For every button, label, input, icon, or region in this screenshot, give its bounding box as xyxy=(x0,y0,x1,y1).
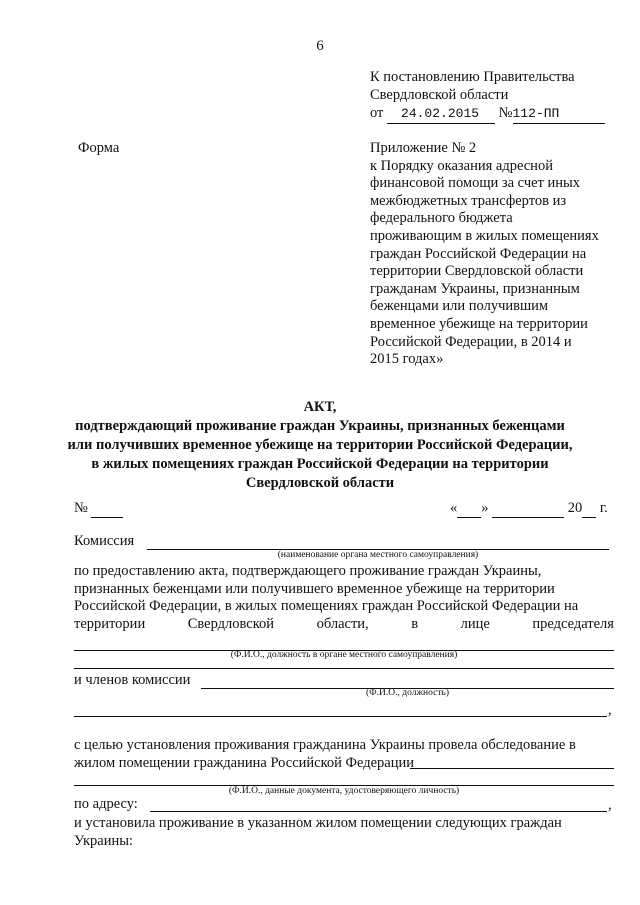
decree-date-line xyxy=(370,104,620,124)
address-blank[interactable] xyxy=(150,811,607,812)
decree-date-prefix: от xyxy=(370,105,384,121)
appendix-block xyxy=(370,140,620,369)
commission-caption: (наименование органа местного самоуправления) xyxy=(277,550,479,560)
date-quote-open: « xyxy=(450,500,458,516)
appendix-title: Приложение № 2 xyxy=(370,140,477,156)
word: Свердловской xyxy=(187,615,275,632)
act-date-field xyxy=(450,500,608,518)
decree-number-prefix: № xyxy=(498,105,513,121)
paragraph-line: Украины: xyxy=(74,832,134,849)
decree-number: 112-ПП xyxy=(513,105,605,124)
appendix-line: беженцами или получившим xyxy=(370,298,549,315)
act-number-label: № xyxy=(74,500,88,516)
decree-line-1: К постановлению Правительства xyxy=(370,69,575,85)
decree-date: 24.02.2015 xyxy=(387,105,495,124)
act-title-line: в жилых помещениях граждан Российской Федерации на территории xyxy=(91,456,549,472)
act-title-line: Свердловской области xyxy=(245,475,395,491)
chair-caption: (Ф.И.О., должность в органе местного самоуправления) xyxy=(230,650,458,660)
word: лице xyxy=(460,615,490,632)
date-quote-close: » xyxy=(481,500,489,516)
paragraph-inspection xyxy=(74,737,614,772)
address-comma: , xyxy=(608,797,612,813)
commission-label: Комиссия xyxy=(74,533,135,549)
paragraph-commission-purpose xyxy=(74,563,614,633)
word: в xyxy=(411,615,419,632)
paragraph-line: жилом помещении гражданина Российской Федерации xyxy=(74,754,415,771)
chair-blank-2[interactable] xyxy=(74,668,614,669)
appendix-line: 2015 годах» xyxy=(370,351,444,368)
paragraph-line: признанных беженцами или получившего временное убежище на территории xyxy=(74,580,555,597)
paragraph-last-line xyxy=(74,616,614,634)
act-title xyxy=(60,398,580,493)
form-label: Форма xyxy=(78,140,120,156)
word: территории xyxy=(74,615,146,632)
citizen-blank[interactable] xyxy=(410,768,614,769)
appendix-line: к Порядку оказания адресной xyxy=(370,157,553,174)
address-label: по адресу: xyxy=(74,796,138,812)
members-blank-2[interactable] xyxy=(74,716,607,717)
appendix-line: временное убежище на территории xyxy=(370,315,588,332)
appendix-line: проживающим в жилых помещениях xyxy=(370,227,599,244)
appendix-line: Российской Федерации, в 2014 и xyxy=(370,333,572,350)
act-title-line: подтверждающий проживание граждан Украины, признанных беженцами xyxy=(75,418,565,434)
paragraph-line: по предоставлению акта, подтверждающего проживание граждан Украины, xyxy=(74,563,542,579)
decree-reference xyxy=(370,68,620,104)
date-month-blank[interactable] xyxy=(492,500,564,518)
paragraph-line: с целью установления проживания гражданина Украины провела обследование в xyxy=(74,737,576,753)
citizen-caption: (Ф.И.О., данные документа, удостоверяющего личность) xyxy=(228,786,460,796)
appendix-line: территории Свердловской области xyxy=(370,263,584,280)
year-blank[interactable] xyxy=(582,500,596,518)
act-number-blank[interactable] xyxy=(91,500,123,518)
date-day-blank[interactable] xyxy=(457,500,481,518)
act-title-line: или получивших временное убежище на территории Российской Федерации, xyxy=(67,437,573,453)
appendix-line: финансовой помощи за счет иных xyxy=(370,175,581,192)
paragraph-residence xyxy=(74,815,614,850)
act-heading: АКТ, xyxy=(303,399,337,415)
decree-line-2: Свердловской области xyxy=(370,87,509,103)
year-prefix: 20 xyxy=(567,500,583,516)
members-caption: (Ф.И.О., должность) xyxy=(366,688,449,698)
word: председателя xyxy=(532,615,614,632)
appendix-line: гражданам Украины, признанным xyxy=(370,280,580,297)
paragraph-line: Российской Федерации, в жилых помещениях граждан Российской Федерации на xyxy=(74,598,579,614)
appendix-line: граждан Российской Федерации на xyxy=(370,245,587,262)
paragraph-line: и установила проживание в указанном жилом помещении следующих граждан xyxy=(74,815,562,831)
word: области, xyxy=(316,615,369,632)
appendix-line: межбюджетных трансфертов из xyxy=(370,192,567,209)
act-number-field xyxy=(74,500,123,518)
page-number: 6 xyxy=(316,38,324,54)
appendix-line: федерального бюджета xyxy=(370,210,513,227)
members-label: и членов комиссии xyxy=(74,672,191,688)
year-suffix: г. xyxy=(599,500,608,516)
members-comma: , xyxy=(608,702,612,718)
